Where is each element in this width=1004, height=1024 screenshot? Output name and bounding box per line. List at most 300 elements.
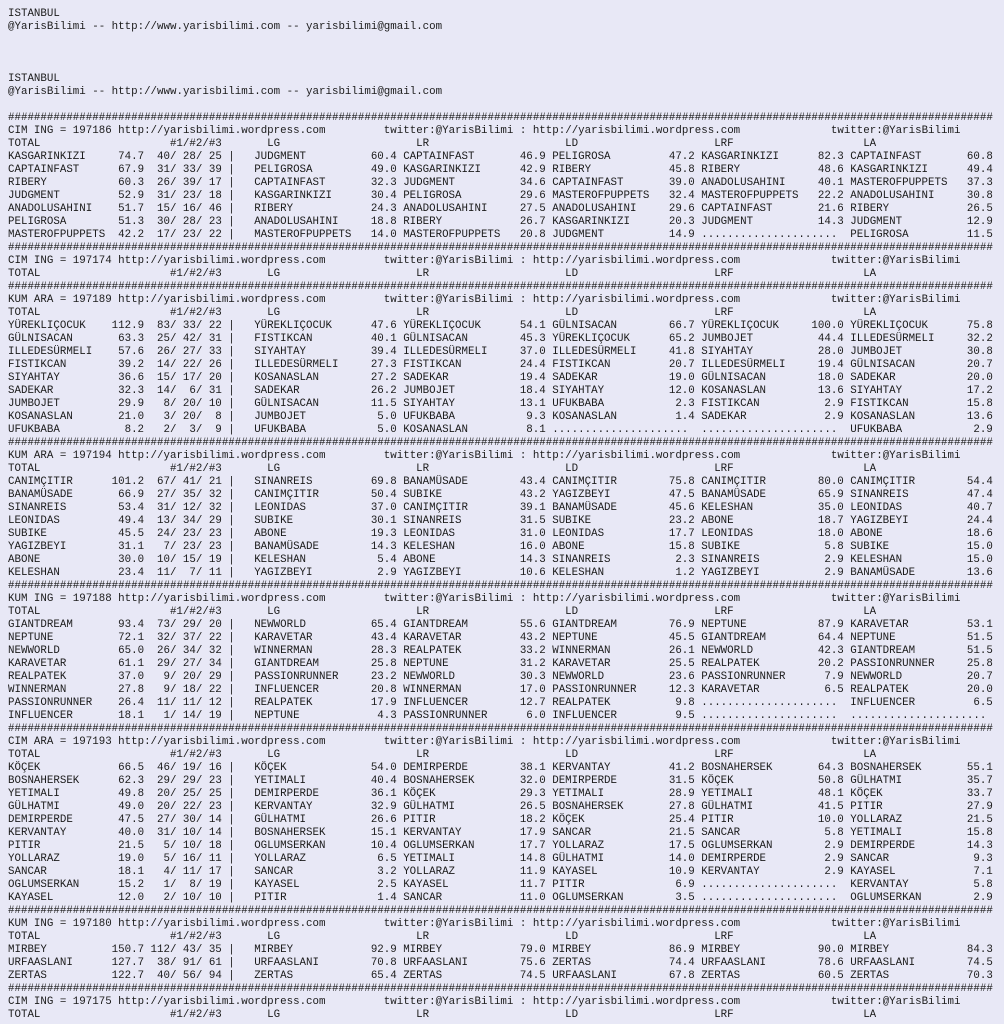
stat-horse-name: KOSANASLAN xyxy=(403,424,468,436)
stat-pair-ld xyxy=(552,567,701,580)
horse-name: SUBIKE xyxy=(8,528,47,540)
stat-pair-lg xyxy=(254,710,403,723)
stat-pair-la xyxy=(850,489,999,502)
stat-horse-name: INFLUENCER xyxy=(552,710,618,722)
stat-horse-name: CANIMÇITIR xyxy=(850,476,916,488)
col-lrf-cell xyxy=(701,931,850,944)
col-gap-spacer xyxy=(241,268,254,281)
col-counts-label: #1/#2/#3 xyxy=(169,307,222,319)
stat-pair-ld xyxy=(552,957,701,970)
stat-pair-lg xyxy=(254,619,403,632)
col-la-label: LA xyxy=(863,931,877,943)
stat-value: 60.4 xyxy=(370,151,397,163)
stat-horse-name: GÜLHATMI xyxy=(403,801,456,813)
stat-pair-la xyxy=(850,970,999,983)
stat-horse-name: BOSNAHERSEK xyxy=(403,775,475,787)
stat-value: 23.2 xyxy=(370,671,397,683)
stat-pair-lrf xyxy=(701,346,850,359)
stat-value: 41.2 xyxy=(668,762,695,774)
stat-pair-ld xyxy=(552,216,701,229)
stat-value: 46.9 xyxy=(519,151,546,163)
stat-value: 75.6 xyxy=(519,957,546,969)
stat-value: 20.8 xyxy=(519,229,546,241)
stat-horse-name: KASGARINKIZI xyxy=(403,164,481,176)
stat-value: 15.8 xyxy=(966,398,993,410)
col-total-spacer xyxy=(112,307,144,320)
stat-horse-name: NEWWORLD xyxy=(552,671,605,683)
stat-horse-name: SUBIKE xyxy=(403,489,443,501)
stat-horse-name: CANIMÇITIR xyxy=(403,502,468,514)
stat-value: 92.9 xyxy=(370,944,397,956)
stat-pair-ld xyxy=(552,489,701,502)
stat-pair-la xyxy=(850,671,999,684)
stat-pair-lrf xyxy=(701,333,850,346)
stat-value: 27.8 xyxy=(668,801,695,813)
horse-name: LEONIDAS xyxy=(8,515,60,527)
row-gap-spacer xyxy=(241,229,254,242)
stat-pair-ld xyxy=(552,827,701,840)
stat-horse-name: KERVANTAY xyxy=(552,762,611,774)
stat-horse-name: PASSIONRUNNER xyxy=(254,671,339,683)
stat-pair-ld xyxy=(552,710,701,723)
stat-horse-name: BANAMÜSADE xyxy=(701,489,767,501)
stat-value: 19.4 xyxy=(519,372,546,384)
stat-pair-lg xyxy=(254,554,403,567)
stat-value: 20.0 xyxy=(966,372,993,384)
stat-horse-name: BANAMÜSADE xyxy=(403,476,468,488)
stat-pair-ld xyxy=(552,346,701,359)
stat-pair-lr xyxy=(403,671,552,684)
stat-horse-name: LEONIDAS xyxy=(552,528,605,540)
column-divider: | xyxy=(228,619,235,631)
stat-value: 22.2 xyxy=(817,190,844,202)
stat-pair-lrf xyxy=(701,970,850,983)
section-header: KUM ING = 197180 http://yarisbilimi.wordpress.com twitter:@YarisBilimi : http://yarisbilimi.wordpress.com twitter:@YarisBilimi xyxy=(8,918,961,930)
table-row xyxy=(8,853,1004,866)
total-score: 57.6 xyxy=(118,346,145,358)
horse-name: SINANREIS xyxy=(8,502,67,514)
stat-horse-name: KAYASEL xyxy=(254,879,300,891)
stat-value: 20.2 xyxy=(817,658,844,670)
stat-value: 28.3 xyxy=(370,645,397,657)
table-row xyxy=(8,385,1004,398)
total-score: 62.3 xyxy=(118,775,145,787)
col-gap-spacer xyxy=(241,307,254,320)
stat-horse-name: KERVANTAY xyxy=(403,827,462,839)
row-gap-spacer xyxy=(241,788,254,801)
stat-value: 14.8 xyxy=(519,853,546,865)
stat-pair-la xyxy=(850,697,999,710)
column-divider: | xyxy=(228,697,235,709)
stat-value: 27.9 xyxy=(966,801,993,813)
total-score: 29.9 xyxy=(118,398,145,410)
stat-pair-lrf xyxy=(701,164,850,177)
stat-value: 29.3 xyxy=(519,788,546,800)
stat-horse-name: LEONIDAS xyxy=(403,528,456,540)
stat-value: 17.9 xyxy=(370,697,397,709)
horse-name: PASSIONRUNNER xyxy=(8,697,93,709)
horse-name: BOSNAHERSEK xyxy=(8,775,80,787)
stat-value: 29.6 xyxy=(519,190,546,202)
total-score: 49.8 xyxy=(118,788,145,800)
total-score: 67.9 xyxy=(118,164,145,176)
stat-horse-name: YAGIZBEYI xyxy=(254,567,313,579)
column-divider: | xyxy=(228,502,235,514)
col-la-cell xyxy=(850,1009,999,1022)
finish-counts: 14/ 22/ 26 xyxy=(157,359,222,371)
col-ld-label: LD xyxy=(565,307,579,319)
finish-counts: 38/ 91/ 61 xyxy=(157,957,222,969)
stat-pair-lg xyxy=(254,814,403,827)
stat-value: 16.0 xyxy=(519,541,546,553)
stat-horse-name: YAGIZBEYI xyxy=(552,489,611,501)
stat-horse-name: NEPTUNE xyxy=(552,632,598,644)
stat-value: 43.2 xyxy=(519,632,546,644)
stat-horse-name: SUBIKE xyxy=(701,541,741,553)
row-gap-spacer xyxy=(241,827,254,840)
col-lg-cell xyxy=(254,749,403,762)
stat-horse-name: INFLUENCER xyxy=(254,684,319,696)
stat-pair-lrf xyxy=(701,814,850,827)
finish-counts: 112/ 43/ 35 xyxy=(150,944,222,956)
stat-pair-la xyxy=(850,502,999,515)
column-header-row xyxy=(8,463,1004,476)
row-gap-spacer xyxy=(241,476,254,489)
stat-value: 6.5 xyxy=(973,697,993,709)
finish-counts: 5/ 16/ 11 xyxy=(163,853,222,865)
stat-horse-name: GIANTDREAM xyxy=(552,619,618,631)
stat-value: 2.3 xyxy=(675,554,695,566)
stat-horse-name: OGLUMSERKAN xyxy=(254,840,326,852)
stat-value: 78.6 xyxy=(817,957,844,969)
stat-pair-lrf xyxy=(701,619,850,632)
stat-horse-name: BOSNAHERSEK xyxy=(552,801,624,813)
blank-line xyxy=(8,99,1004,112)
col-pipe-spacer xyxy=(222,749,241,762)
stat-value: 17.0 xyxy=(519,684,546,696)
horse-name: YOLLARAZ xyxy=(8,853,60,865)
col-pipe-spacer xyxy=(222,268,241,281)
stat-pair-ld xyxy=(552,801,701,814)
stat-value: 29.6 xyxy=(668,203,695,215)
stat-value: 11.0 xyxy=(519,892,546,904)
stat-pair-lr xyxy=(403,346,552,359)
stat-value: 25.8 xyxy=(966,658,993,670)
stat-value: 70.8 xyxy=(370,957,397,969)
stat-pair-lg xyxy=(254,489,403,502)
col-lrf-cell xyxy=(701,606,850,619)
col-ld-label: LD xyxy=(565,1009,579,1021)
stat-value: 54.4 xyxy=(966,476,993,488)
horse-name: CAPTAINFAST xyxy=(8,164,80,176)
stat-horse-name: DEMIRPERDE xyxy=(254,788,319,800)
separator-line: ######################################################################################################################################################## xyxy=(8,580,993,592)
blank-line xyxy=(8,47,1004,60)
stat-pair-lrf xyxy=(701,879,850,892)
stat-value: 55.1 xyxy=(966,762,993,774)
finish-counts: 1/ 14/ 19 xyxy=(163,710,222,722)
stat-value: 31.2 xyxy=(519,658,546,670)
col-gap-spacer xyxy=(241,463,254,476)
stat-pair-la xyxy=(850,359,999,372)
stat-horse-name: ZERTAS xyxy=(403,970,443,982)
stat-horse-name: GIANTDREAM xyxy=(701,632,767,644)
stat-pair-ld xyxy=(552,502,701,515)
stat-value: 9.3 xyxy=(973,853,993,865)
stat-pair-la xyxy=(850,827,999,840)
table-row xyxy=(8,177,1004,190)
table-row xyxy=(8,359,1004,372)
city-title: ISTANBUL xyxy=(8,8,60,20)
stat-horse-name: UFUKBABA xyxy=(403,411,456,423)
stat-horse-name: FISTIKCAN xyxy=(552,359,611,371)
col-gap-spacer xyxy=(241,749,254,762)
stat-value: 20.7 xyxy=(966,671,993,683)
stat-pair-ld xyxy=(552,554,701,567)
stat-horse-name: SUBIKE xyxy=(552,515,592,527)
col-total-label: TOTAL xyxy=(8,268,41,280)
stat-pair-lrf xyxy=(701,515,850,528)
separator-line: ######################################################################################################################################################## xyxy=(8,281,993,293)
finish-counts: 40/ 28/ 25 xyxy=(157,151,222,163)
horse-name: MIRBEY xyxy=(8,944,47,956)
stat-horse-name: UFUKBABA xyxy=(850,424,903,436)
stat-value: 47.5 xyxy=(668,489,695,501)
stat-value: 11.5 xyxy=(370,398,397,410)
stat-horse-name: CAPTAINFAST xyxy=(850,151,922,163)
col-lrf-label: LRF xyxy=(714,268,734,280)
stat-horse-name: YÜREKLIÇOCUK xyxy=(254,320,332,332)
stat-value: 45.8 xyxy=(668,164,695,176)
stat-horse-name: JUDGMENT xyxy=(701,216,754,228)
stat-value: 74.5 xyxy=(519,970,546,982)
column-divider: | xyxy=(228,346,235,358)
finish-counts: 14/ 6/ 31 xyxy=(157,385,222,397)
stat-value: 31.5 xyxy=(668,775,695,787)
stat-value: 5.4 xyxy=(377,554,397,566)
table-row xyxy=(8,567,1004,580)
stat-value: 23.2 xyxy=(668,515,695,527)
stat-pair-lg xyxy=(254,827,403,840)
stat-horse-name: NEWWORLD xyxy=(254,619,307,631)
stat-value: 64.4 xyxy=(817,632,844,644)
stat-horse-name: FISTIKCAN xyxy=(403,359,462,371)
stat-pair-la xyxy=(850,775,999,788)
stat-horse-name: ILLEDESÜRMELI xyxy=(254,359,339,371)
column-divider: | xyxy=(228,177,235,189)
table-row xyxy=(8,684,1004,697)
stat-pair-la xyxy=(850,814,999,827)
table-row xyxy=(8,424,1004,437)
table-row xyxy=(8,502,1004,515)
col-lg-cell xyxy=(254,138,403,151)
col-counts-label: #1/#2/#3 xyxy=(169,931,222,943)
col-lrf-label: LRF xyxy=(714,307,734,319)
stat-pair-lr xyxy=(403,697,552,710)
horse-name: INFLUENCER xyxy=(8,710,73,722)
stat-pair-lrf xyxy=(701,840,850,853)
stat-pair-lrf xyxy=(701,710,850,723)
stat-value: 74.4 xyxy=(668,957,695,969)
col-la-cell xyxy=(850,463,999,476)
stat-value: 32.4 xyxy=(668,190,695,202)
stat-value: 14.3 xyxy=(966,840,993,852)
stat-horse-name: GIANTDREAM xyxy=(403,619,468,631)
stat-value: 18.7 xyxy=(817,515,844,527)
stat-pair-lr xyxy=(403,359,552,372)
stat-value: 9.5 xyxy=(675,710,695,722)
col-lg-label: LG xyxy=(267,1009,281,1021)
stat-value: 5.8 xyxy=(824,541,844,553)
stat-horse-name: FISTIKCAN xyxy=(701,398,760,410)
column-divider: | xyxy=(228,775,235,787)
col-ld-label: LD xyxy=(565,606,579,618)
stat-horse-name: PASSIONRUNNER xyxy=(701,671,786,683)
stat-horse-name: LEONIDAS xyxy=(254,502,307,514)
stat-horse-name: DEMIRPERDE xyxy=(701,853,767,865)
stat-pair-lrf xyxy=(701,476,850,489)
stat-horse-name: ABONE xyxy=(552,541,585,553)
stat-horse-name: KOSANASLAN xyxy=(254,372,319,384)
stat-horse-name: PASSIONRUNNER xyxy=(850,658,935,670)
total-score: 122.7 xyxy=(111,970,145,982)
col-ld-label: LD xyxy=(565,138,579,150)
stat-horse-name: SINANREIS xyxy=(701,554,760,566)
col-lrf-cell xyxy=(701,1009,850,1022)
table-row xyxy=(8,320,1004,333)
col-lrf-label: LRF xyxy=(714,749,734,761)
stat-pair-la xyxy=(850,346,999,359)
horse-name: ILLEDESÜRMELI xyxy=(8,346,93,358)
stat-pair-ld xyxy=(552,541,701,554)
stat-value: 86.9 xyxy=(668,944,695,956)
stat-horse-name: KÖÇEK xyxy=(552,814,585,826)
stat-pair-la xyxy=(850,216,999,229)
col-lr-cell xyxy=(403,1009,552,1022)
stat-value: 11.7 xyxy=(519,879,546,891)
row-gap-spacer xyxy=(241,879,254,892)
table-row xyxy=(8,372,1004,385)
stat-horse-name: SIYAHTAY xyxy=(403,398,456,410)
horse-name: NEWWORLD xyxy=(8,645,60,657)
stat-value: 30.8 xyxy=(966,346,993,358)
finish-counts: 2/ 3/ 9 xyxy=(163,424,222,436)
stat-pair-lrf xyxy=(701,359,850,372)
row-gap-spacer xyxy=(241,866,254,879)
stat-pair-ld xyxy=(552,671,701,684)
finish-counts: 11/ 7/ 11 xyxy=(157,567,222,579)
stat-value: 45.5 xyxy=(668,632,695,644)
finish-counts: 26/ 27/ 33 xyxy=(157,346,222,358)
stat-value: 5.0 xyxy=(377,424,397,436)
stat-horse-name: ANADOLUSAHINI xyxy=(850,190,935,202)
table-row xyxy=(8,762,1004,775)
col-la-label: LA xyxy=(863,463,877,475)
stat-value: 21.6 xyxy=(817,203,844,215)
stat-horse-name: NEPTUNE xyxy=(850,632,896,644)
stat-pair-lr xyxy=(403,957,552,970)
total-score: 61.1 xyxy=(118,658,145,670)
stat-horse-name: UFUKBABA xyxy=(552,398,605,410)
col-lg-label: LG xyxy=(267,307,281,319)
stat-horse-name: URFAASLANI xyxy=(403,957,468,969)
stat-horse-name: YOLLARAZ xyxy=(403,866,456,878)
stat-pair-ld xyxy=(552,788,701,801)
stat-pair-lrf xyxy=(701,398,850,411)
stat-pair-lg xyxy=(254,502,403,515)
stat-horse-name: CAPTAINFAST xyxy=(552,177,624,189)
stat-pair-ld xyxy=(552,970,701,983)
stat-horse-name: ANADOLUSAHINI xyxy=(403,203,488,215)
stat-pair-lr xyxy=(403,164,552,177)
row-gap-spacer xyxy=(241,957,254,970)
stat-horse-name: RIBERY xyxy=(552,164,592,176)
stat-pair-lr xyxy=(403,515,552,528)
stat-pair-lr xyxy=(403,944,552,957)
stat-value: 26.7 xyxy=(519,216,546,228)
column-divider: | xyxy=(228,840,235,852)
col-ld-cell xyxy=(552,307,701,320)
col-total-spacer xyxy=(112,268,144,281)
stat-horse-name: ABONE xyxy=(850,528,883,540)
stat-pair-ld xyxy=(552,892,701,905)
col-pipe-spacer xyxy=(222,138,241,151)
stat-pair-ld xyxy=(552,151,701,164)
stat-horse-name: ..................... xyxy=(701,424,838,436)
column-divider: | xyxy=(228,229,235,241)
stat-pair-lr xyxy=(403,203,552,216)
stat-horse-name: KELESHAN xyxy=(254,554,307,566)
stat-pair-la xyxy=(850,567,999,580)
finish-counts: 27/ 30/ 14 xyxy=(157,814,222,826)
col-lr-label: LR xyxy=(416,931,430,943)
col-total-label: TOTAL xyxy=(8,1009,41,1021)
stat-pair-lg xyxy=(254,333,403,346)
stat-pair-la xyxy=(850,333,999,346)
table-row xyxy=(8,515,1004,528)
horse-name: WINNERMAN xyxy=(8,684,67,696)
stat-pair-ld xyxy=(552,528,701,541)
stat-pair-ld xyxy=(552,398,701,411)
column-divider: | xyxy=(228,957,235,969)
stat-pair-ld xyxy=(552,333,701,346)
stat-horse-name: ABONE xyxy=(254,528,287,540)
col-lg-label: LG xyxy=(267,931,281,943)
stat-horse-name: CAPTAINFAST xyxy=(254,177,326,189)
finish-counts: 24/ 23/ 23 xyxy=(157,528,222,540)
stat-pair-lr xyxy=(403,372,552,385)
stat-horse-name: URFAASLANI xyxy=(701,957,767,969)
stat-pair-ld xyxy=(552,177,701,190)
stat-value: 2.9 xyxy=(973,424,993,436)
stat-horse-name: YÜREKLIÇOCUK xyxy=(552,333,630,345)
column-divider: | xyxy=(228,528,235,540)
stat-horse-name: RIBERY xyxy=(403,216,443,228)
stat-pair-la xyxy=(850,892,999,905)
stat-value: 13.6 xyxy=(966,567,993,579)
col-la-label: LA xyxy=(863,749,877,761)
total-score: 21.0 xyxy=(118,411,145,423)
stat-value: 7.9 xyxy=(824,671,844,683)
table-row xyxy=(8,619,1004,632)
col-counts-label: #1/#2/#3 xyxy=(169,749,222,761)
finish-counts: 4/ 11/ 17 xyxy=(163,866,222,878)
stat-pair-ld xyxy=(552,476,701,489)
stat-value: 2.9 xyxy=(973,892,993,904)
finish-counts: 9/ 20/ 29 xyxy=(163,671,222,683)
col-lrf-label: LRF xyxy=(714,1009,734,1021)
stat-value: 31.5 xyxy=(519,515,546,527)
